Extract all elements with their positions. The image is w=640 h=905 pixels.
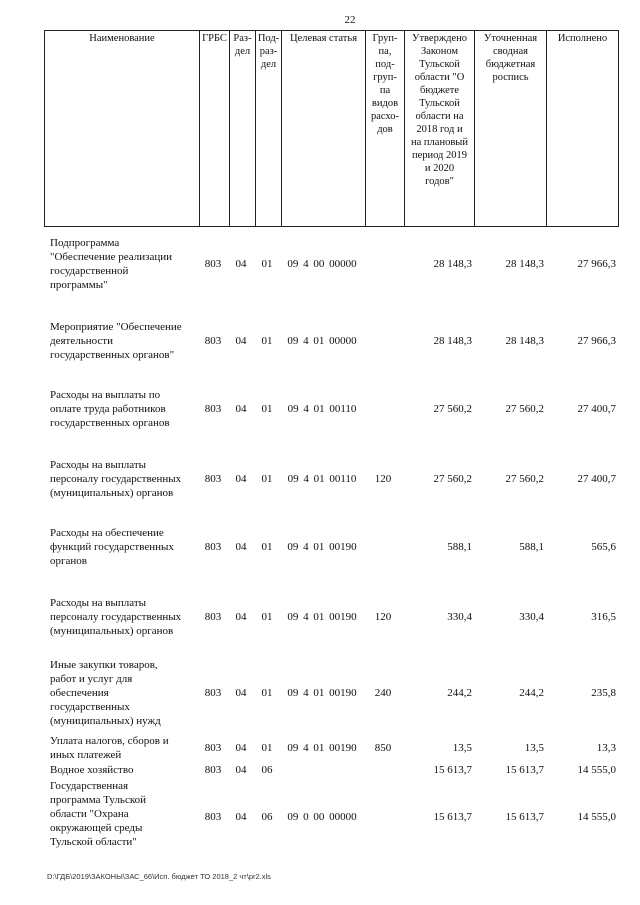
table-header bbox=[44, 30, 619, 227]
row-ispolneno: 27 400,7 bbox=[577, 403, 616, 415]
row-razdel: 04 bbox=[235, 811, 247, 823]
row-grbs: 803 bbox=[204, 742, 222, 754]
row-razdel: 04 bbox=[235, 403, 247, 415]
row-celevaya-statya: 09 4 01 00190 bbox=[287, 541, 357, 553]
row-gruppa: 850 bbox=[374, 742, 392, 754]
row-utochnennaya: 330,4 bbox=[519, 611, 544, 623]
row-razdel: 04 bbox=[235, 541, 247, 553]
row-ispolneno: 13,3 bbox=[596, 742, 616, 754]
row-name: Расходы на выплаты персоналу государственных (муниципальных) органов bbox=[50, 459, 182, 499]
row-utverzhdeno: 244,2 bbox=[447, 687, 472, 699]
row-celevaya-statya: 09 4 01 00190 bbox=[287, 742, 357, 754]
row-podrazdel: 01 bbox=[261, 335, 273, 347]
row-utverzhdeno: 330,4 bbox=[447, 611, 472, 623]
col-header-name: Наименование bbox=[45, 31, 200, 227]
row-podrazdel: 01 bbox=[261, 742, 273, 754]
row-grbs: 803 bbox=[204, 473, 222, 485]
row-name: Иные закупки товаров, работ и услуг для обеспечения государственных (муниципальных) нужд bbox=[50, 659, 161, 727]
row-grbs: 803 bbox=[204, 764, 222, 776]
row-utochnennaya: 27 560,2 bbox=[505, 473, 544, 485]
row-utochnennaya: 27 560,2 bbox=[505, 403, 544, 415]
row-celevaya-statya: 09 4 01 00000 bbox=[287, 335, 357, 347]
row-utverzhdeno: 15 613,7 bbox=[433, 811, 472, 823]
col-header-grbs: ГРБС bbox=[200, 31, 230, 227]
row-razdel: 04 bbox=[235, 258, 247, 270]
row-name: Расходы на выплаты персоналу государственных (муниципальных) органов bbox=[50, 597, 182, 637]
row-razdel: 04 bbox=[235, 687, 247, 699]
row-razdel: 04 bbox=[235, 764, 247, 776]
row-celevaya-statya: 09 4 00 00000 bbox=[287, 258, 357, 270]
row-ispolneno: 27 400,7 bbox=[577, 473, 616, 485]
row-utverzhdeno: 588,1 bbox=[447, 541, 472, 553]
col-header-podrazdel: Под- раз- дел bbox=[256, 31, 282, 227]
col-header-razdel: Раз- дел bbox=[230, 31, 256, 227]
row-utochnennaya: 15 613,7 bbox=[505, 811, 544, 823]
row-name: Расходы на обеспечение функций государственных органов bbox=[50, 527, 174, 567]
row-podrazdel: 01 bbox=[261, 403, 273, 415]
row-grbs: 803 bbox=[204, 811, 222, 823]
row-utochnennaya: 244,2 bbox=[519, 687, 544, 699]
row-name: Уплата налогов, сборов и иных платежей bbox=[50, 735, 169, 761]
row-grbs: 803 bbox=[204, 611, 222, 623]
col-header-ispolneno: Исполнено bbox=[547, 31, 619, 227]
row-utverzhdeno: 28 148,3 bbox=[433, 335, 472, 347]
row-utochnennaya: 588,1 bbox=[519, 541, 544, 553]
row-name: Расходы на выплаты по оплате труда работников государственных органов bbox=[50, 389, 170, 429]
row-ispolneno: 316,5 bbox=[591, 611, 616, 623]
row-podrazdel: 06 bbox=[261, 811, 273, 823]
row-celevaya-statya: 09 4 01 00190 bbox=[287, 687, 357, 699]
row-podrazdel: 01 bbox=[261, 687, 273, 699]
row-gruppa: 240 bbox=[374, 687, 392, 699]
row-name: Государственная программа Тульской области "Охрана окружающей среды Тульской области" bbox=[50, 780, 147, 848]
row-grbs: 803 bbox=[204, 258, 222, 270]
row-razdel: 04 bbox=[235, 473, 247, 485]
row-utverzhdeno: 27 560,2 bbox=[433, 403, 472, 415]
row-utochnennaya: 28 148,3 bbox=[505, 258, 544, 270]
col-header-utochnennaya: Уточненная сводная бюджетная роспись bbox=[475, 31, 547, 227]
row-celevaya-statya: 09 4 01 00110 bbox=[287, 403, 357, 415]
col-header-celevaya-statya: Целевая статья bbox=[282, 31, 366, 227]
row-gruppa: 120 bbox=[374, 473, 392, 485]
row-utochnennaya: 13,5 bbox=[524, 742, 544, 754]
row-utochnennaya: 15 613,7 bbox=[505, 764, 544, 776]
row-ispolneno: 14 555,0 bbox=[577, 811, 616, 823]
row-podrazdel: 01 bbox=[261, 473, 273, 485]
row-utochnennaya: 28 148,3 bbox=[505, 335, 544, 347]
row-celevaya-statya: 09 4 01 00110 bbox=[287, 473, 357, 485]
row-ispolneno: 565,6 bbox=[591, 541, 616, 553]
row-utverzhdeno: 13,5 bbox=[452, 742, 472, 754]
row-utverzhdeno: 27 560,2 bbox=[433, 473, 472, 485]
row-podrazdel: 01 bbox=[261, 258, 273, 270]
col-header-utverzhdeno: Утверждено Законом Тульской области "О бюджете Тульской области на 2018 год и на плановый период 2019 и 2020 годов" bbox=[405, 31, 475, 227]
row-podrazdel: 01 bbox=[261, 541, 273, 553]
row-utverzhdeno: 15 613,7 bbox=[433, 764, 472, 776]
row-celevaya-statya: 09 0 00 00000 bbox=[287, 811, 357, 823]
row-grbs: 803 bbox=[204, 403, 222, 415]
page-number: 22 bbox=[344, 14, 356, 26]
row-ispolneno: 235,8 bbox=[591, 687, 616, 699]
row-podrazdel: 06 bbox=[261, 764, 273, 776]
row-razdel: 04 bbox=[235, 611, 247, 623]
col-header-gruppa: Груп- па, под- груп- па видов расхо- дов bbox=[366, 31, 405, 227]
row-razdel: 04 bbox=[235, 335, 247, 347]
row-name: Подпрограмма "Обеспечение реализации государственной программы" bbox=[50, 237, 172, 291]
row-ispolneno: 27 966,3 bbox=[577, 258, 616, 270]
row-grbs: 803 bbox=[204, 687, 222, 699]
row-celevaya-statya: 09 4 01 00190 bbox=[287, 611, 357, 623]
row-name: Мероприятие "Обеспечение деятельности государственных органов" bbox=[50, 321, 182, 361]
row-ispolneno: 27 966,3 bbox=[577, 335, 616, 347]
row-name: Водное хозяйство bbox=[50, 764, 134, 776]
row-grbs: 803 bbox=[204, 335, 222, 347]
row-podrazdel: 01 bbox=[261, 611, 273, 623]
row-utverzhdeno: 28 148,3 bbox=[433, 258, 472, 270]
file-path-footer: D:\ГДБ\2019\ЗАКОНЫ\ЗАС_66\Исп. бюджет ТО 2018_2 чт\pr2.xls bbox=[47, 872, 271, 881]
row-ispolneno: 14 555,0 bbox=[577, 764, 616, 776]
row-grbs: 803 bbox=[204, 541, 222, 553]
row-razdel: 04 bbox=[235, 742, 247, 754]
row-gruppa: 120 bbox=[374, 611, 392, 623]
